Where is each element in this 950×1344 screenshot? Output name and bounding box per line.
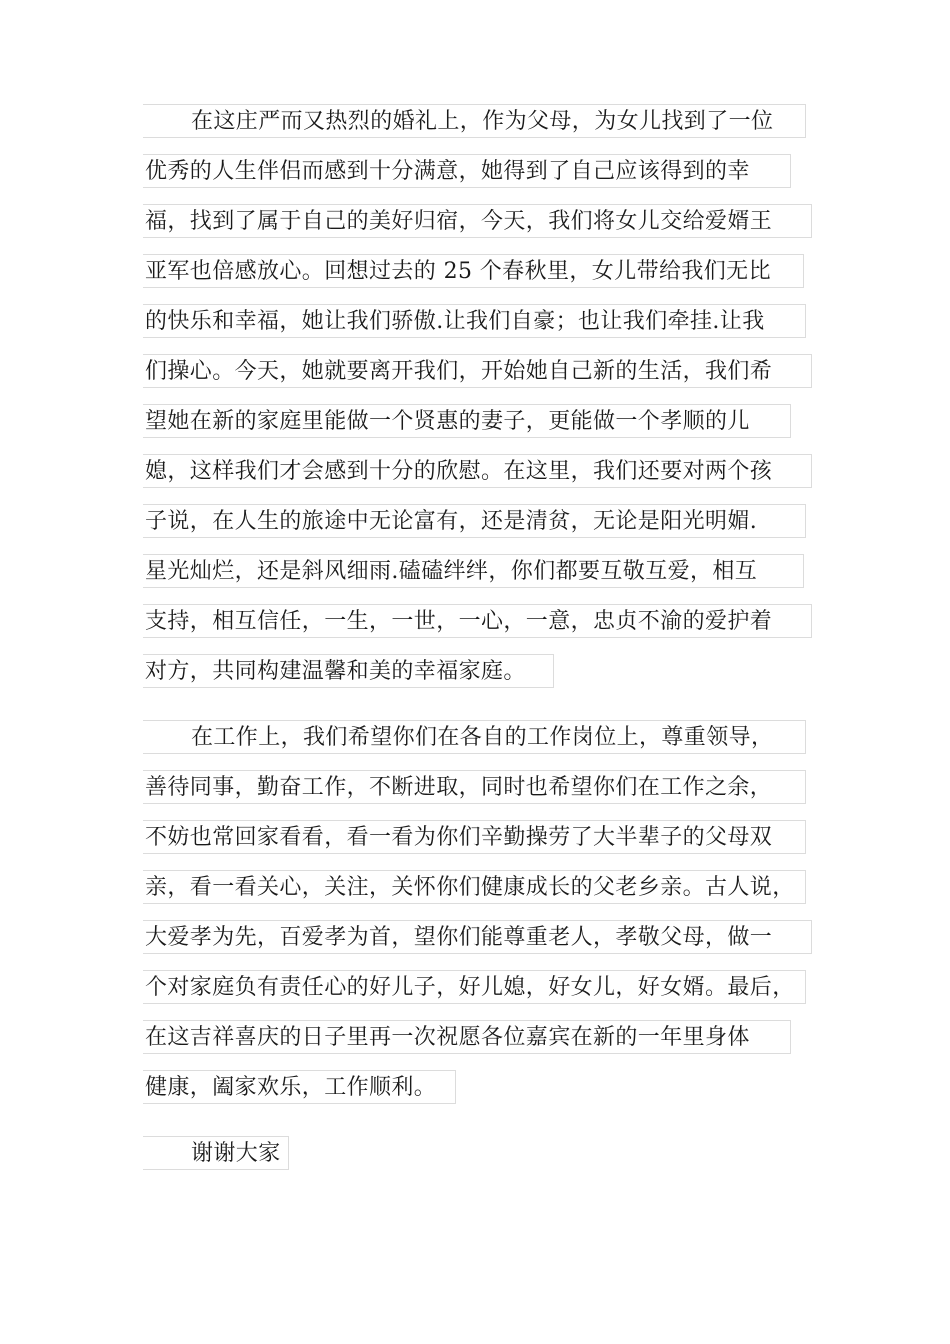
text-line: 的快乐和幸福，她让我们骄傲.让我们自豪；也让我们牵挂.让我 — [143, 304, 806, 338]
text-line: 个对家庭负有责任心的好儿子，好儿媳，好女儿，好女婿。最后， — [143, 970, 806, 1004]
text-line: 们操心。今天，她就要离开我们，开始她自己新的生活，我们希 — [143, 354, 812, 388]
text-line: 对方，共同构建温馨和美的幸福家庭。 — [143, 654, 554, 688]
text-line: 优秀的人生伴侣而感到十分满意，她得到了自己应该得到的幸 — [143, 154, 791, 188]
text-line: 子说，在人生的旅途中无论富有，还是清贫，无论是阳光明媚. — [143, 504, 806, 538]
text-line: 支持，相互信任，一生，一世，一心，一意，忠贞不渝的爱护着 — [143, 604, 812, 638]
text-line: 望她在新的家庭里能做一个贤惠的妻子，更能做一个孝顺的儿 — [143, 404, 791, 438]
closing-line: 谢谢大家 — [143, 1136, 289, 1170]
text-line: 大爱孝为先，百爱孝为首，望你们能尊重老人，孝敬父母，做一 — [143, 920, 812, 954]
text-line: 善待同事，勤奋工作，不断进取，同时也希望你们在工作之余， — [143, 770, 806, 804]
text-line: 亲，看一看关心，关注，关怀你们健康成长的父老乡亲。古人说， — [143, 870, 806, 904]
text-line: 在工作上，我们希望你们在各自的工作岗位上，尊重领导， — [143, 720, 806, 754]
text-line: 亚军也倍感放心。回想过去的 25 个春秋里，女儿带给我们无比 — [143, 254, 804, 288]
text-line: 在这吉祥喜庆的日子里再一次祝愿各位嘉宾在新的一年里身体 — [143, 1020, 791, 1054]
text-line: 星光灿烂，还是斜风细雨.磕磕绊绊，你们都要互敬互爱，相互 — [143, 554, 804, 588]
text-line: 福，找到了属于自己的美好归宿，今天，我们将女儿交给爱婿王 — [143, 204, 812, 238]
text-line: 在这庄严而又热烈的婚礼上，作为父母，为女儿找到了一位 — [143, 104, 806, 138]
text-line: 健康，阖家欢乐，工作顺利。 — [143, 1070, 456, 1104]
text-line: 媳，这样我们才会感到十分的欣慰。在这里，我们还要对两个孩 — [143, 454, 812, 488]
text-line: 不妨也常回家看看，看一看为你们辛勤操劳了大半辈子的父母双 — [143, 820, 806, 854]
